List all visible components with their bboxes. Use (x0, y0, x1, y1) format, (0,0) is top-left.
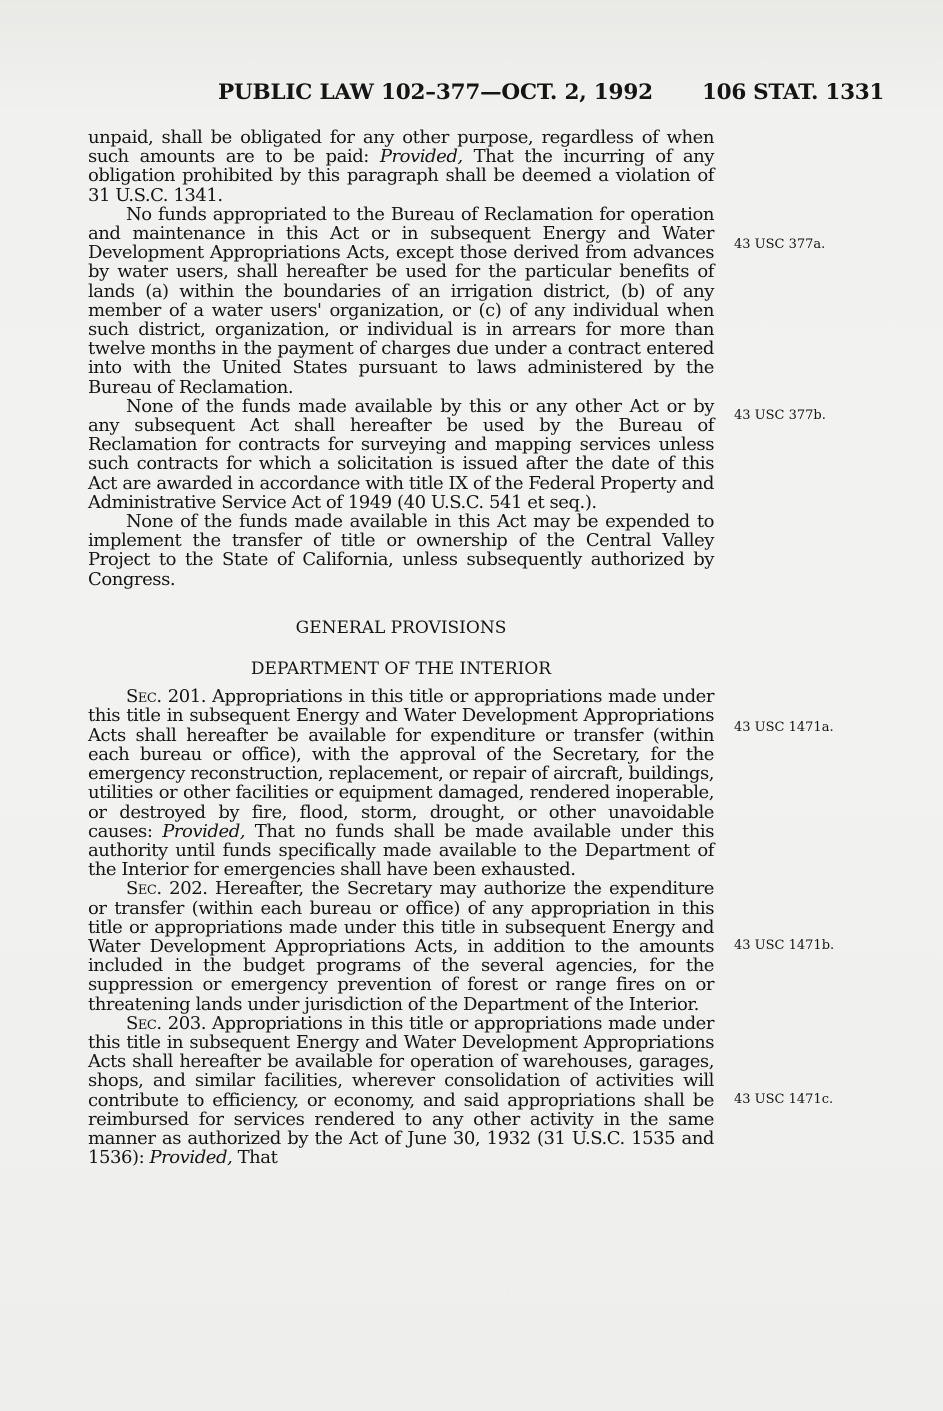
running-title: PUBLIC LAW 102–377—OCT. 2, 1992 (218, 80, 653, 105)
margin-note-usc: 43 USC 1471a. (734, 720, 834, 735)
section-text: Appropriations in this title or appropriations made under this title in subsequent Energy and Water Development Appropriations Acts shall hereafter be available for expenditure or transfer (within each bureau or office), with the approval of the Secretary, for the emergency reconstruction, replacement, or repair of aircraft, buildings, utilities or other facilities or equipment damaged, rendered inoperable, or destroyed by fire, flood, storm, drought, or other unavoidable causes: (88, 686, 714, 842)
margin-note-usc: 43 USC 377a. (734, 237, 826, 252)
section-202 (88, 879, 714, 1013)
section-text: That no funds shall be made available under this authority until funds specifically made available to the Department of the Interior for emergencies shall have been exhausted. (88, 820, 715, 881)
body-text (88, 128, 714, 1167)
heading-department-interior: DEPARTMENT OF THE INTERIOR (250, 659, 552, 680)
section-203 (88, 1014, 714, 1168)
provided-term: Provided, (162, 820, 246, 842)
margin-note-usc: 43 USC 1471b. (734, 938, 835, 953)
paragraph-central-valley: None of the funds made available in this Act may be expended to implement the transfer of title or ownership of the Central Valley Project to the State of California, unless subsequently authorized by Congress. (88, 511, 714, 590)
section-text: That (232, 1147, 278, 1169)
page-header (0, 78, 943, 114)
section-label: Sec. 201. (126, 686, 206, 708)
margin-note-usc: 43 USC 1471c. (734, 1092, 834, 1107)
statute-page-number: 106 STAT. 1331 (702, 80, 885, 105)
paragraph-reclamation-om: No funds appropriated to the Bureau of Reclamation for operation and maintenance in this Act or in subsequent Energy and Water Development Appropriations Acts, except those derived from advances by water users, shall hereafter be used for the particular benefits of lands (a) within the boundaries of an irrigation district, (b) of any member of a water users' organization, or (c) of any individual when such district, organization, or individual is in arrears for more than twelve months in the payment of charges due under a contract entered into with the United States pursuant to laws administered by the Bureau of Reclamation. (88, 203, 714, 398)
paragraph-continued (88, 128, 714, 205)
provided-term: Provided, (379, 146, 463, 168)
provided-term: Provided, (149, 1147, 233, 1169)
section-label: Sec. 202. (126, 878, 208, 900)
margin-note-usc: 43 USC 377b. (734, 408, 826, 423)
section-text: Hereafter, the Secretary may authorize the expenditure or transfer (within each bureau or office) of any appropriation in this title or appropriations made under this title in subsequent Energy and Water Development Appropriations Acts, in addition to the amounts included in the budget programs of the several agencies, for the suppression or emergency prevention of forest or range fires on or threatening lands under jurisdiction of the Department of the Interior. (88, 878, 714, 1015)
section-text: Appropriations in this title or appropriations made under this title in subsequent Energy and Water Development Appropriations Acts shall hereafter be available for operation of warehouses, garages, shops, and similar facilities, wherever consolidation of activities will contribute to efficiency, or economy, and said appropriations shall be reimbursed for services rendered to any other activity in the same manner as authorized by the Act of June 30, 1932 (31 U.S.C. 1535 and 1536): (88, 1012, 714, 1169)
paragraph-text: unpaid, shall be obligated for any other purpose, regardless of when such amounts are to be paid: (88, 127, 714, 168)
paragraph-text: That the incurring of any obligation prohibited by this paragraph shall be deemed a violation of 31 U.S.C. 1341. (88, 146, 714, 206)
section-201 (88, 687, 714, 879)
heading-general-provisions: GENERAL PROVISIONS (295, 617, 507, 638)
section-label: Sec. 203. (126, 1012, 206, 1034)
paragraph-surveying-contracts: None of the funds made available by this or any other Act or by any subsequent Act shall hereafter be used by the Bureau of Reclamation for contracts for surveying and mapping services unless such contracts for which a solicitation is issued after the date of this Act are awarded in accordance with title IX of the Federal Property and Administrative Service Act of 1949 (40 U.S.C. 541 et seq.). (88, 395, 714, 513)
